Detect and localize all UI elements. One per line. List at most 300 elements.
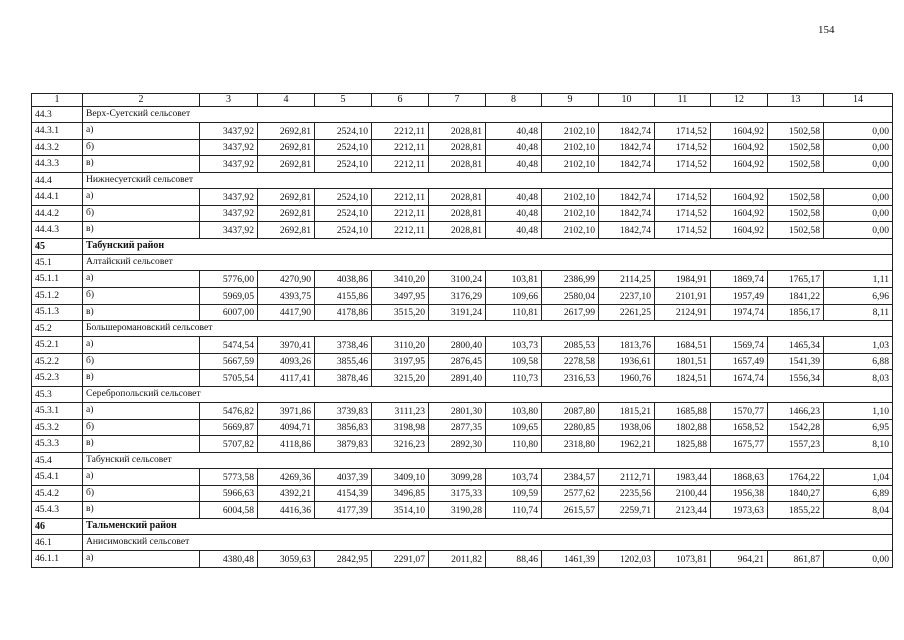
row-code-cell: 45.4 (32, 453, 83, 469)
value-cell: 2617,99 (542, 304, 599, 321)
council-name: Нижнесуетский сельсовет (83, 172, 893, 188)
value-cell: 3437,92 (200, 189, 258, 206)
subgroup-cell: а) (83, 469, 200, 486)
subgroup-cell: б) (83, 139, 200, 156)
value-cell: 109,65 (486, 419, 542, 436)
column-number-cell: 8 (486, 94, 542, 107)
value-cell: 4417,90 (258, 304, 315, 321)
column-number-cell: 4 (258, 94, 315, 107)
value-cell: 2028,81 (429, 189, 486, 206)
value-cell: 3100,24 (429, 271, 486, 288)
council-heading-row (32, 535, 893, 551)
value-cell: 1714,52 (655, 139, 711, 156)
subgroup-cell: в) (83, 156, 200, 173)
table-row (32, 271, 893, 288)
value-cell: 2114,25 (599, 271, 655, 288)
value-cell: 2524,10 (315, 123, 372, 140)
council-name: Анисимовский сельсовет (83, 535, 893, 551)
subgroup-cell: б) (83, 287, 200, 304)
value-cell: 1604,92 (711, 156, 768, 173)
subgroup-cell: в) (83, 370, 200, 387)
value-cell: 2278,58 (542, 353, 599, 370)
value-cell: 0,00 (824, 156, 893, 173)
table-row (32, 189, 893, 206)
value-cell: 0,00 (824, 139, 893, 156)
value-cell: 2237,10 (599, 287, 655, 304)
value-cell: 103,81 (486, 271, 542, 288)
value-cell: 2087,80 (542, 403, 599, 420)
row-code-cell: 45.3.3 (32, 436, 83, 453)
value-cell: 2028,81 (429, 222, 486, 239)
table-row (32, 337, 893, 354)
value-cell: 5776,00 (200, 271, 258, 288)
value-cell: 3409,10 (372, 469, 429, 486)
value-cell: 2524,10 (315, 189, 372, 206)
value-cell: 1675,77 (711, 436, 768, 453)
value-cell: 2212,11 (372, 222, 429, 239)
value-cell: 2291,07 (372, 551, 429, 568)
value-cell: 3216,23 (372, 436, 429, 453)
value-cell: 1556,34 (768, 370, 824, 387)
value-cell: 6,95 (824, 419, 893, 436)
value-cell: 1802,88 (655, 419, 711, 436)
column-number-cell: 3 (200, 94, 258, 107)
value-cell: 0,00 (824, 123, 893, 140)
value-cell: 0,00 (824, 205, 893, 222)
value-cell: 2235,56 (599, 485, 655, 502)
value-cell: 6,88 (824, 353, 893, 370)
value-cell: 3515,20 (372, 304, 429, 321)
value-cell: 4392,21 (258, 485, 315, 502)
value-cell: 5773,58 (200, 469, 258, 486)
value-cell: 2123,44 (655, 502, 711, 519)
value-cell: 2891,40 (429, 370, 486, 387)
value-cell: 2692,81 (258, 156, 315, 173)
value-cell: 5669,87 (200, 419, 258, 436)
value-cell: 2692,81 (258, 189, 315, 206)
value-cell: 2124,91 (655, 304, 711, 321)
value-cell: 2801,30 (429, 403, 486, 420)
value-cell: 1868,63 (711, 469, 768, 486)
value-cell: 1,10 (824, 403, 893, 420)
value-cell: 1842,74 (599, 222, 655, 239)
value-cell: 2692,81 (258, 123, 315, 140)
value-cell: 5667,59 (200, 353, 258, 370)
row-code-cell: 44.3 (32, 107, 83, 123)
value-cell: 2524,10 (315, 139, 372, 156)
subgroup-cell: б) (83, 353, 200, 370)
value-cell: 1,03 (824, 337, 893, 354)
value-cell: 2800,40 (429, 337, 486, 354)
value-cell: 3215,20 (372, 370, 429, 387)
value-cell: 1502,58 (768, 222, 824, 239)
page-number: 154 (818, 24, 835, 36)
council-heading-row (32, 255, 893, 271)
table-row (32, 469, 893, 486)
value-cell: 2102,10 (542, 156, 599, 173)
value-cell: 1842,74 (599, 156, 655, 173)
value-cell: 5474,54 (200, 337, 258, 354)
value-cell: 3738,46 (315, 337, 372, 354)
value-cell: 3191,24 (429, 304, 486, 321)
subgroup-cell: в) (83, 436, 200, 453)
value-cell: 3514,10 (372, 502, 429, 519)
row-code-cell: 44.3.2 (32, 139, 83, 156)
value-cell: 2261,25 (599, 304, 655, 321)
value-cell: 5705,54 (200, 370, 258, 387)
value-cell: 1461,39 (542, 551, 599, 568)
column-number-cell: 9 (542, 94, 599, 107)
value-cell: 1604,92 (711, 123, 768, 140)
value-cell: 3437,92 (200, 156, 258, 173)
value-cell: 1841,22 (768, 287, 824, 304)
value-cell: 2102,10 (542, 139, 599, 156)
value-cell: 1502,58 (768, 139, 824, 156)
value-cell: 1,04 (824, 469, 893, 486)
subgroup-cell: в) (83, 304, 200, 321)
value-cell: 1570,77 (711, 403, 768, 420)
council-name: Табунский сельсовет (83, 453, 893, 469)
value-cell: 3110,20 (372, 337, 429, 354)
row-code-cell: 45.2.3 (32, 370, 83, 387)
value-cell: 3437,92 (200, 139, 258, 156)
value-cell: 1855,22 (768, 502, 824, 519)
value-cell: 88,46 (486, 551, 542, 568)
value-cell: 1685,88 (655, 403, 711, 420)
table-row (32, 353, 893, 370)
value-cell: 1960,76 (599, 370, 655, 387)
value-cell: 1466,23 (768, 403, 824, 420)
value-cell: 1765,17 (768, 271, 824, 288)
table-row (32, 502, 893, 519)
row-code-cell: 46 (32, 519, 83, 535)
value-cell: 4155,86 (315, 287, 372, 304)
value-cell: 4093,26 (258, 353, 315, 370)
value-cell: 2316,53 (542, 370, 599, 387)
council-name: Верх-Суетский сельсовет (83, 107, 893, 123)
value-cell: 1938,06 (599, 419, 655, 436)
value-cell: 40,48 (486, 205, 542, 222)
row-code-cell: 45.1.1 (32, 271, 83, 288)
value-cell: 1,11 (824, 271, 893, 288)
council-heading-row (32, 172, 893, 188)
value-cell: 3176,29 (429, 287, 486, 304)
value-cell: 109,59 (486, 485, 542, 502)
value-cell: 2876,45 (429, 353, 486, 370)
value-cell: 3197,95 (372, 353, 429, 370)
value-cell: 2692,81 (258, 139, 315, 156)
subgroup-cell: а) (83, 271, 200, 288)
tariff-table-container (31, 93, 893, 568)
value-cell: 3190,28 (429, 502, 486, 519)
value-cell: 1815,21 (599, 403, 655, 420)
row-code-cell: 45.3.2 (32, 419, 83, 436)
value-cell: 1936,61 (599, 353, 655, 370)
value-cell: 3496,85 (372, 485, 429, 502)
value-cell: 4094,71 (258, 419, 315, 436)
value-cell: 2280,85 (542, 419, 599, 436)
value-cell: 40,48 (486, 222, 542, 239)
value-cell: 5707,82 (200, 436, 258, 453)
council-name: Серебропольский сельсовет (83, 387, 893, 403)
value-cell: 1842,74 (599, 123, 655, 140)
value-cell: 3111,23 (372, 403, 429, 420)
value-cell: 3856,83 (315, 419, 372, 436)
value-cell: 1502,58 (768, 189, 824, 206)
column-number-cell: 1 (32, 94, 83, 107)
value-cell: 3878,46 (315, 370, 372, 387)
value-cell: 1657,49 (711, 353, 768, 370)
table-row (32, 156, 893, 173)
value-cell: 2524,10 (315, 205, 372, 222)
value-cell: 1801,51 (655, 353, 711, 370)
value-cell: 2524,10 (315, 222, 372, 239)
district-name: Тальменский район (83, 519, 893, 535)
value-cell: 1764,22 (768, 469, 824, 486)
value-cell: 4117,41 (258, 370, 315, 387)
value-cell: 103,74 (486, 469, 542, 486)
value-cell: 2102,10 (542, 205, 599, 222)
value-cell: 2892,30 (429, 436, 486, 453)
subgroup-cell: б) (83, 205, 200, 222)
value-cell: 1714,52 (655, 156, 711, 173)
column-number-cell: 2 (83, 94, 200, 107)
value-cell: 8,04 (824, 502, 893, 519)
value-cell: 3059,63 (258, 551, 315, 568)
value-cell: 1869,74 (711, 271, 768, 288)
value-cell: 2212,11 (372, 156, 429, 173)
column-number-cell: 5 (315, 94, 372, 107)
value-cell: 8,11 (824, 304, 893, 321)
value-cell: 2028,81 (429, 205, 486, 222)
value-cell: 1502,58 (768, 123, 824, 140)
value-cell: 2692,81 (258, 222, 315, 239)
value-cell: 1842,74 (599, 139, 655, 156)
value-cell: 2259,71 (599, 502, 655, 519)
row-code-cell: 46.1.1 (32, 551, 83, 568)
column-number-header-row (32, 94, 893, 107)
value-cell: 2102,10 (542, 222, 599, 239)
value-cell: 2524,10 (315, 156, 372, 173)
value-cell: 3437,92 (200, 205, 258, 222)
row-code-cell: 45.1.3 (32, 304, 83, 321)
table-row (32, 436, 893, 453)
subgroup-cell: в) (83, 222, 200, 239)
value-cell: 3739,83 (315, 403, 372, 420)
value-cell: 1983,44 (655, 469, 711, 486)
value-cell: 1502,58 (768, 205, 824, 222)
value-cell: 2615,57 (542, 502, 599, 519)
value-cell: 3437,92 (200, 222, 258, 239)
row-code-cell: 45.4.1 (32, 469, 83, 486)
table-row (32, 304, 893, 321)
subgroup-cell: а) (83, 551, 200, 568)
value-cell: 2085,53 (542, 337, 599, 354)
value-cell: 2028,81 (429, 139, 486, 156)
subgroup-cell: а) (83, 123, 200, 140)
value-cell: 110,81 (486, 304, 542, 321)
value-cell: 2100,44 (655, 485, 711, 502)
table-row (32, 419, 893, 436)
row-code-cell: 44.4.2 (32, 205, 83, 222)
district-heading-row (32, 238, 893, 254)
value-cell: 103,73 (486, 337, 542, 354)
value-cell: 1842,74 (599, 205, 655, 222)
value-cell: 103,80 (486, 403, 542, 420)
value-cell: 2028,81 (429, 123, 486, 140)
value-cell: 3175,33 (429, 485, 486, 502)
value-cell: 1502,58 (768, 156, 824, 173)
value-cell: 1542,28 (768, 419, 824, 436)
row-code-cell: 45.1.2 (32, 287, 83, 304)
council-name: Алтайский сельсовет (83, 255, 893, 271)
value-cell: 2580,04 (542, 287, 599, 304)
value-cell: 2577,62 (542, 485, 599, 502)
subgroup-cell: в) (83, 502, 200, 519)
value-cell: 1202,03 (599, 551, 655, 568)
district-name: Табунский район (83, 238, 893, 254)
value-cell: 2011,82 (429, 551, 486, 568)
value-cell: 40,48 (486, 123, 542, 140)
value-cell: 0,00 (824, 222, 893, 239)
subgroup-cell: а) (83, 337, 200, 354)
value-cell: 2384,57 (542, 469, 599, 486)
column-number-cell: 7 (429, 94, 486, 107)
value-cell: 1825,88 (655, 436, 711, 453)
row-code-cell: 45.2.1 (32, 337, 83, 354)
value-cell: 2842,95 (315, 551, 372, 568)
value-cell: 5966,63 (200, 485, 258, 502)
table-row (32, 287, 893, 304)
table-row (32, 205, 893, 222)
value-cell: 1824,51 (655, 370, 711, 387)
column-number-cell: 12 (711, 94, 768, 107)
value-cell: 5476,82 (200, 403, 258, 420)
value-cell: 2318,80 (542, 436, 599, 453)
column-number-cell: 11 (655, 94, 711, 107)
value-cell: 2877,35 (429, 419, 486, 436)
value-cell: 0,00 (824, 551, 893, 568)
row-code-cell: 45.3 (32, 387, 83, 403)
table-row (32, 222, 893, 239)
row-code-cell: 44.4.1 (32, 189, 83, 206)
value-cell: 1604,92 (711, 205, 768, 222)
row-code-cell: 45.1 (32, 255, 83, 271)
value-cell: 4154,39 (315, 485, 372, 502)
value-cell: 1541,39 (768, 353, 824, 370)
value-cell: 4270,90 (258, 271, 315, 288)
column-number-cell: 6 (372, 94, 429, 107)
row-code-cell: 45 (32, 238, 83, 254)
value-cell: 2692,81 (258, 205, 315, 222)
row-code-cell: 44.4.3 (32, 222, 83, 239)
value-cell: 3497,95 (372, 287, 429, 304)
value-cell: 1674,74 (711, 370, 768, 387)
value-cell: 40,48 (486, 156, 542, 173)
value-cell: 3437,92 (200, 123, 258, 140)
council-heading-row (32, 453, 893, 469)
value-cell: 1840,27 (768, 485, 824, 502)
value-cell: 1956,38 (711, 485, 768, 502)
row-code-cell: 45.2.2 (32, 353, 83, 370)
value-cell: 1569,74 (711, 337, 768, 354)
value-cell: 40,48 (486, 189, 542, 206)
value-cell: 4177,39 (315, 502, 372, 519)
value-cell: 3099,28 (429, 469, 486, 486)
value-cell: 4037,39 (315, 469, 372, 486)
value-cell: 1714,52 (655, 205, 711, 222)
value-cell: 4416,36 (258, 502, 315, 519)
row-code-cell: 45.4.2 (32, 485, 83, 502)
value-cell: 2212,11 (372, 189, 429, 206)
value-cell: 1973,63 (711, 502, 768, 519)
row-code-cell: 45.3.1 (32, 403, 83, 420)
value-cell: 1813,76 (599, 337, 655, 354)
row-code-cell: 44.3.3 (32, 156, 83, 173)
value-cell: 2112,71 (599, 469, 655, 486)
value-cell: 1957,49 (711, 287, 768, 304)
value-cell: 6007,00 (200, 304, 258, 321)
column-number-cell: 10 (599, 94, 655, 107)
value-cell: 1604,92 (711, 139, 768, 156)
table-row (32, 139, 893, 156)
value-cell: 1842,74 (599, 189, 655, 206)
value-cell: 8,10 (824, 436, 893, 453)
council-heading-row (32, 387, 893, 403)
tariff-table (31, 93, 893, 568)
value-cell: 1684,51 (655, 337, 711, 354)
table-row (32, 403, 893, 420)
value-cell: 40,48 (486, 139, 542, 156)
value-cell: 109,58 (486, 353, 542, 370)
row-code-cell: 44.3.1 (32, 123, 83, 140)
value-cell: 6,89 (824, 485, 893, 502)
value-cell: 8,03 (824, 370, 893, 387)
value-cell: 4118,86 (258, 436, 315, 453)
value-cell: 1714,52 (655, 222, 711, 239)
value-cell: 3855,46 (315, 353, 372, 370)
value-cell: 2101,91 (655, 287, 711, 304)
district-heading-row (32, 519, 893, 535)
table-row (32, 485, 893, 502)
council-heading-row (32, 321, 893, 337)
value-cell: 1604,92 (711, 222, 768, 239)
value-cell: 1073,81 (655, 551, 711, 568)
value-cell: 2102,10 (542, 189, 599, 206)
value-cell: 3198,98 (372, 419, 429, 436)
value-cell: 5969,05 (200, 287, 258, 304)
value-cell: 2212,11 (372, 139, 429, 156)
value-cell: 2386,99 (542, 271, 599, 288)
value-cell: 1465,34 (768, 337, 824, 354)
row-code-cell: 45.2 (32, 321, 83, 337)
value-cell: 110,73 (486, 370, 542, 387)
value-cell: 1974,74 (711, 304, 768, 321)
value-cell: 1962,21 (599, 436, 655, 453)
value-cell: 964,21 (711, 551, 768, 568)
table-row (32, 551, 893, 568)
council-heading-row (32, 107, 893, 123)
subgroup-cell: а) (83, 403, 200, 420)
value-cell: 2212,11 (372, 123, 429, 140)
value-cell: 4269,36 (258, 469, 315, 486)
value-cell: 4393,75 (258, 287, 315, 304)
value-cell: 1714,52 (655, 189, 711, 206)
value-cell: 110,74 (486, 502, 542, 519)
value-cell: 6,96 (824, 287, 893, 304)
row-code-cell: 45.4.3 (32, 502, 83, 519)
value-cell: 2212,11 (372, 205, 429, 222)
